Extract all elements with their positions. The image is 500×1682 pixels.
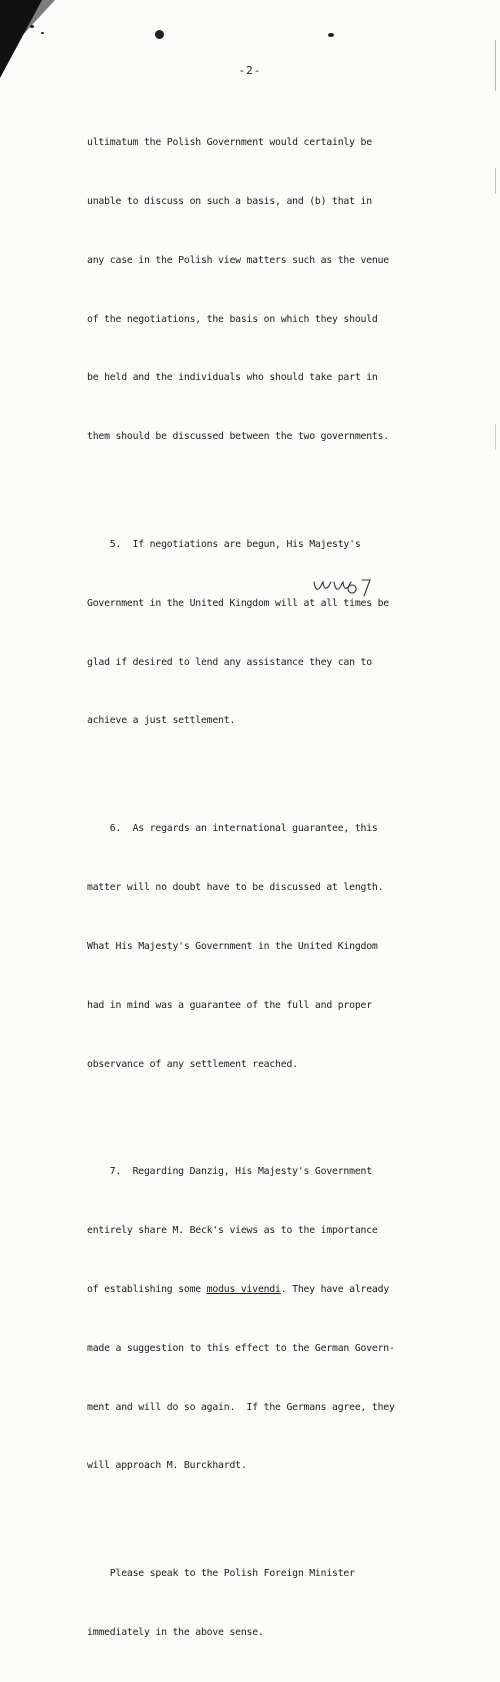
ink-speck xyxy=(155,30,164,39)
ink-speck xyxy=(30,25,34,28)
ink-speck xyxy=(328,33,334,37)
text-line: observance of any settlement reached. xyxy=(87,1058,298,1070)
text-line: Please speak to the Polish Foreign Minister xyxy=(87,1568,355,1580)
text-line: What His Majesty's Government in the United Kingdom xyxy=(87,940,378,952)
text-line: ultimatum the Polish Government would certainly be xyxy=(87,137,372,149)
text-line: immediately in the above sense. xyxy=(87,1627,264,1639)
text-segment: . They have already xyxy=(280,1284,390,1296)
text-line: be held and the individuals who should take part in xyxy=(87,372,378,384)
page-number: -2- xyxy=(238,64,262,77)
text-line: unable to discuss on such a basis, and (b) that in xyxy=(87,195,372,207)
text-line: matter will no doubt have to be discussed at length. xyxy=(87,882,384,894)
text-line: of the negotiations, the basis on which they should xyxy=(87,313,378,325)
text-line: achieve a just settlement. xyxy=(87,715,236,727)
text-line: made a suggestion to this effect to the German Govern- xyxy=(87,1342,395,1354)
text-line: ment and will do so again. If the Germans agree, they xyxy=(87,1401,395,1413)
text-line: them should be discussed between the two governments. xyxy=(87,431,390,443)
paragraph-gap xyxy=(87,770,407,780)
handwritten-note xyxy=(312,572,372,600)
text-line: 6. As regards an international guarantee, this xyxy=(87,823,378,835)
text-line: had in mind was a guarantee of the full and proper xyxy=(87,999,372,1011)
text-line: 5. If negotiations are begun, His Majesty's xyxy=(87,539,361,551)
text-line: glad if desired to lend any assistance they can to xyxy=(87,656,372,668)
ink-speck xyxy=(41,32,44,34)
underlined-phrase: modus vivendi xyxy=(206,1284,281,1296)
text-line: will approach M. Burckhardt. xyxy=(87,1460,247,1472)
text-segment: of establishing some xyxy=(87,1284,207,1296)
text-line: 7. Regarding Danzig, His Majesty's Government xyxy=(87,1166,372,1178)
paragraph-gap xyxy=(87,1515,407,1525)
text-line: any case in the Polish view matters such as the venue xyxy=(87,254,390,266)
text-line xyxy=(87,1280,407,1300)
body-text xyxy=(87,94,407,1682)
page-edge xyxy=(495,40,496,680)
paragraph-gap xyxy=(87,486,407,496)
paragraph-gap xyxy=(87,1113,407,1123)
text-line: entirely share M. Beck's views as to the importance xyxy=(87,1225,378,1237)
text-line: Government in the United Kingdom will at all times be xyxy=(87,597,390,609)
